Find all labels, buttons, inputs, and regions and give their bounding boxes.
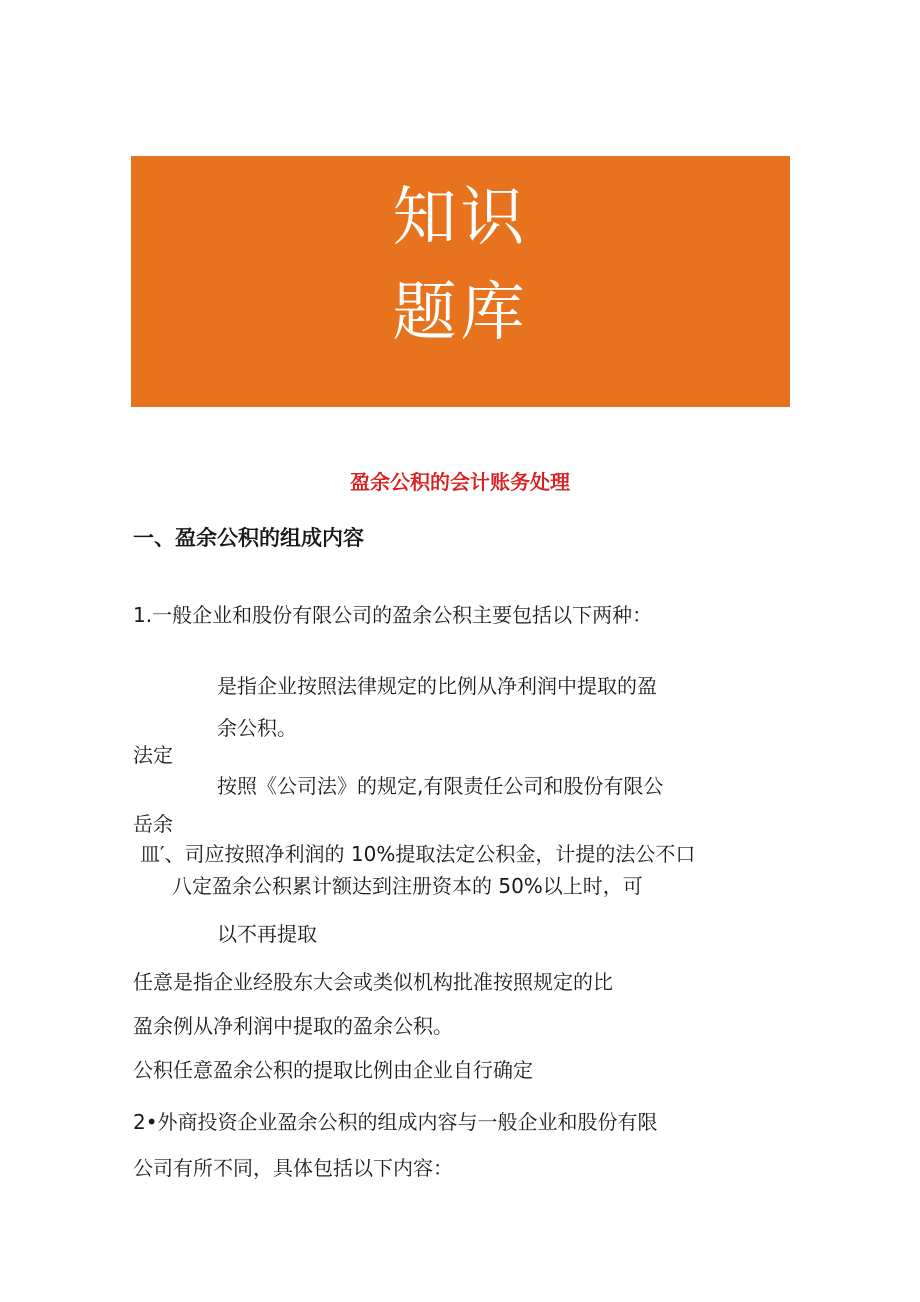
- statutory-label-1: 法定: [133, 743, 173, 767]
- statutory-detail-line-4: 以不再提取: [217, 922, 317, 946]
- knowledge-base-banner: [131, 156, 790, 407]
- section-heading-composition: 一、盈余公积的组成内容: [133, 526, 364, 550]
- statutory-definition-line-2: 余公积。: [217, 716, 297, 740]
- statutory-label-2: 岳余: [133, 812, 173, 836]
- paragraph-general-enterprises: 1.一般企业和股份有限公司的盈余公积主要包括以下两种：: [133, 603, 653, 627]
- statutory-detail-line-1: 按照《公司法》的规定,有限责任公司和股份有限公: [217, 774, 664, 798]
- discretionary-line-1: 任意是指企业经股东大会或类似机构批准按照规定的比: [133, 970, 613, 994]
- document-title: 盈余公积的会计账务处理: [350, 470, 570, 494]
- banner-title-line-2: 题库: [392, 276, 529, 350]
- paragraph-foreign-invested-line-1: 2•外商投资企业盈余公积的组成内容与一般企业和股份有限: [133, 1110, 658, 1134]
- statutory-detail-line-3: 八定盈余公积累计额达到注册资本的 50%以上时，可: [172, 874, 643, 898]
- paragraph-foreign-invested-line-2: 公司有所不同，具体包括以下内容：: [133, 1156, 453, 1180]
- banner-title-line-1: 知识: [392, 181, 529, 255]
- statutory-definition-line-1: 是指企业按照法律规定的比例从净利润中提取的盈: [217, 674, 657, 698]
- statutory-detail-line-2: 皿′、司应按照净利润的 10%提取法定公积金，计提的法公不口: [140, 842, 696, 866]
- discretionary-line-2: 盈余例从净利润中提取的盈余公积。: [133, 1014, 453, 1038]
- discretionary-line-3: 公积任意盈余公积的提取比例由企业自行确定: [133, 1058, 533, 1082]
